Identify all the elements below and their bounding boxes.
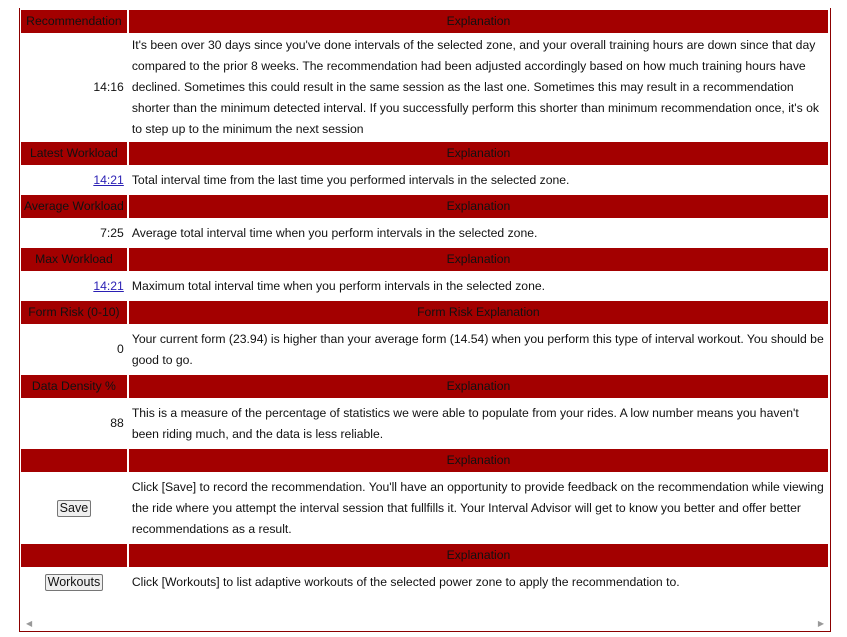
workouts-button[interactable]: Workouts [45, 574, 104, 591]
save-cell [21, 474, 127, 542]
header-row [21, 301, 828, 324]
column-header-max-workload: Max Workload [21, 248, 127, 271]
max-workload-link[interactable]: 14:21 [93, 278, 124, 293]
table-row [21, 569, 828, 595]
column-header-empty [21, 544, 127, 567]
header-row [21, 449, 828, 472]
header-row [21, 544, 828, 567]
max-workload-cell [21, 273, 127, 299]
column-header-empty [21, 449, 127, 472]
header-row [21, 195, 828, 218]
average-workload-explanation: Average total interval time when you perform intervals in the selected zone. [131, 225, 538, 240]
column-header-explanation: Explanation [129, 544, 828, 567]
advisor-panel [19, 8, 831, 632]
header-row [21, 10, 828, 33]
save-button[interactable]: Save [57, 500, 92, 517]
workouts-explanation: Click [Workouts] to list adaptive workouts of the selected power zone to apply the recommendation to. [131, 574, 680, 589]
latest-workload-explanation: Total interval time from the last time you performed intervals in the selected zone. [131, 172, 570, 187]
column-header-explanation: Explanation [129, 248, 828, 271]
data-density-value: 88 [110, 416, 124, 430]
form-risk-value: 0 [117, 342, 124, 356]
save-explanation: Click [Save] to record the recommendation. You'll have an opportunity to provide feedback on the recommendation while viewing the ride where you attempt the interval session that fullfills it. Your Interval Advisor will get to know you better and offer better recommendations as a result. [131, 479, 824, 536]
column-header-form-risk-explanation: Form Risk Explanation [129, 301, 828, 324]
latest-workload-link[interactable]: 14:21 [93, 172, 124, 187]
table-row [21, 220, 828, 246]
table-row [21, 400, 828, 447]
max-workload-explanation: Maximum total interval time when you perform intervals in the selected zone. [131, 278, 546, 293]
header-row [21, 248, 828, 271]
recommendation-explanation: It's been over 30 days since you've done intervals of the selected zone, and your overall training hours are down since that day compared to the prior 8 weeks. The recommendation had been adjusted accordingly based on how much training hours have declined. Sometimes this could result in the same session as the last one. Sometimes this may result in a recommendation shorter than the minimum detected interval. If you successfully perform this shorter than minimum recommendation once, it's ok to step up to the minimum the next session [131, 38, 819, 136]
workouts-cell [21, 569, 127, 595]
column-header-data-density: Data Density % [21, 375, 127, 398]
table-row [21, 167, 828, 193]
table-row [21, 326, 828, 373]
column-header-average-workload: Average Workload [21, 195, 127, 218]
scroll-right-arrow-icon[interactable]: ▶ [817, 619, 824, 628]
average-workload-value: 7:25 [100, 225, 124, 240]
form-risk-explanation: Your current form (23.94) is higher than your average form (14.54) when you perform this type of interval workout. You should be good to go. [131, 331, 824, 367]
column-header-explanation: Explanation [129, 195, 828, 218]
advisor-table [19, 8, 830, 597]
recommendation-value: 14:16 [93, 80, 124, 94]
column-header-explanation: Explanation [129, 142, 828, 165]
latest-workload-cell [21, 167, 127, 193]
column-header-form-risk: Form Risk (0-10) [21, 301, 127, 324]
data-density-explanation: This is a measure of the percentage of statistics we were able to populate from your rides. A low number means you haven't been riding much, and the data is less reliable. [131, 405, 799, 441]
scroll-left-arrow-icon[interactable]: ◀ [26, 619, 33, 628]
column-header-recommendation: Recommendation [21, 10, 127, 33]
header-row [21, 142, 828, 165]
table-row [21, 273, 828, 299]
column-header-explanation: Explanation [129, 10, 828, 33]
column-header-explanation: Explanation [129, 449, 828, 472]
column-header-explanation: Explanation [129, 375, 828, 398]
header-row [21, 375, 828, 398]
column-header-latest-workload: Latest Workload [21, 142, 127, 165]
table-row [21, 474, 828, 542]
table-row [21, 35, 828, 140]
